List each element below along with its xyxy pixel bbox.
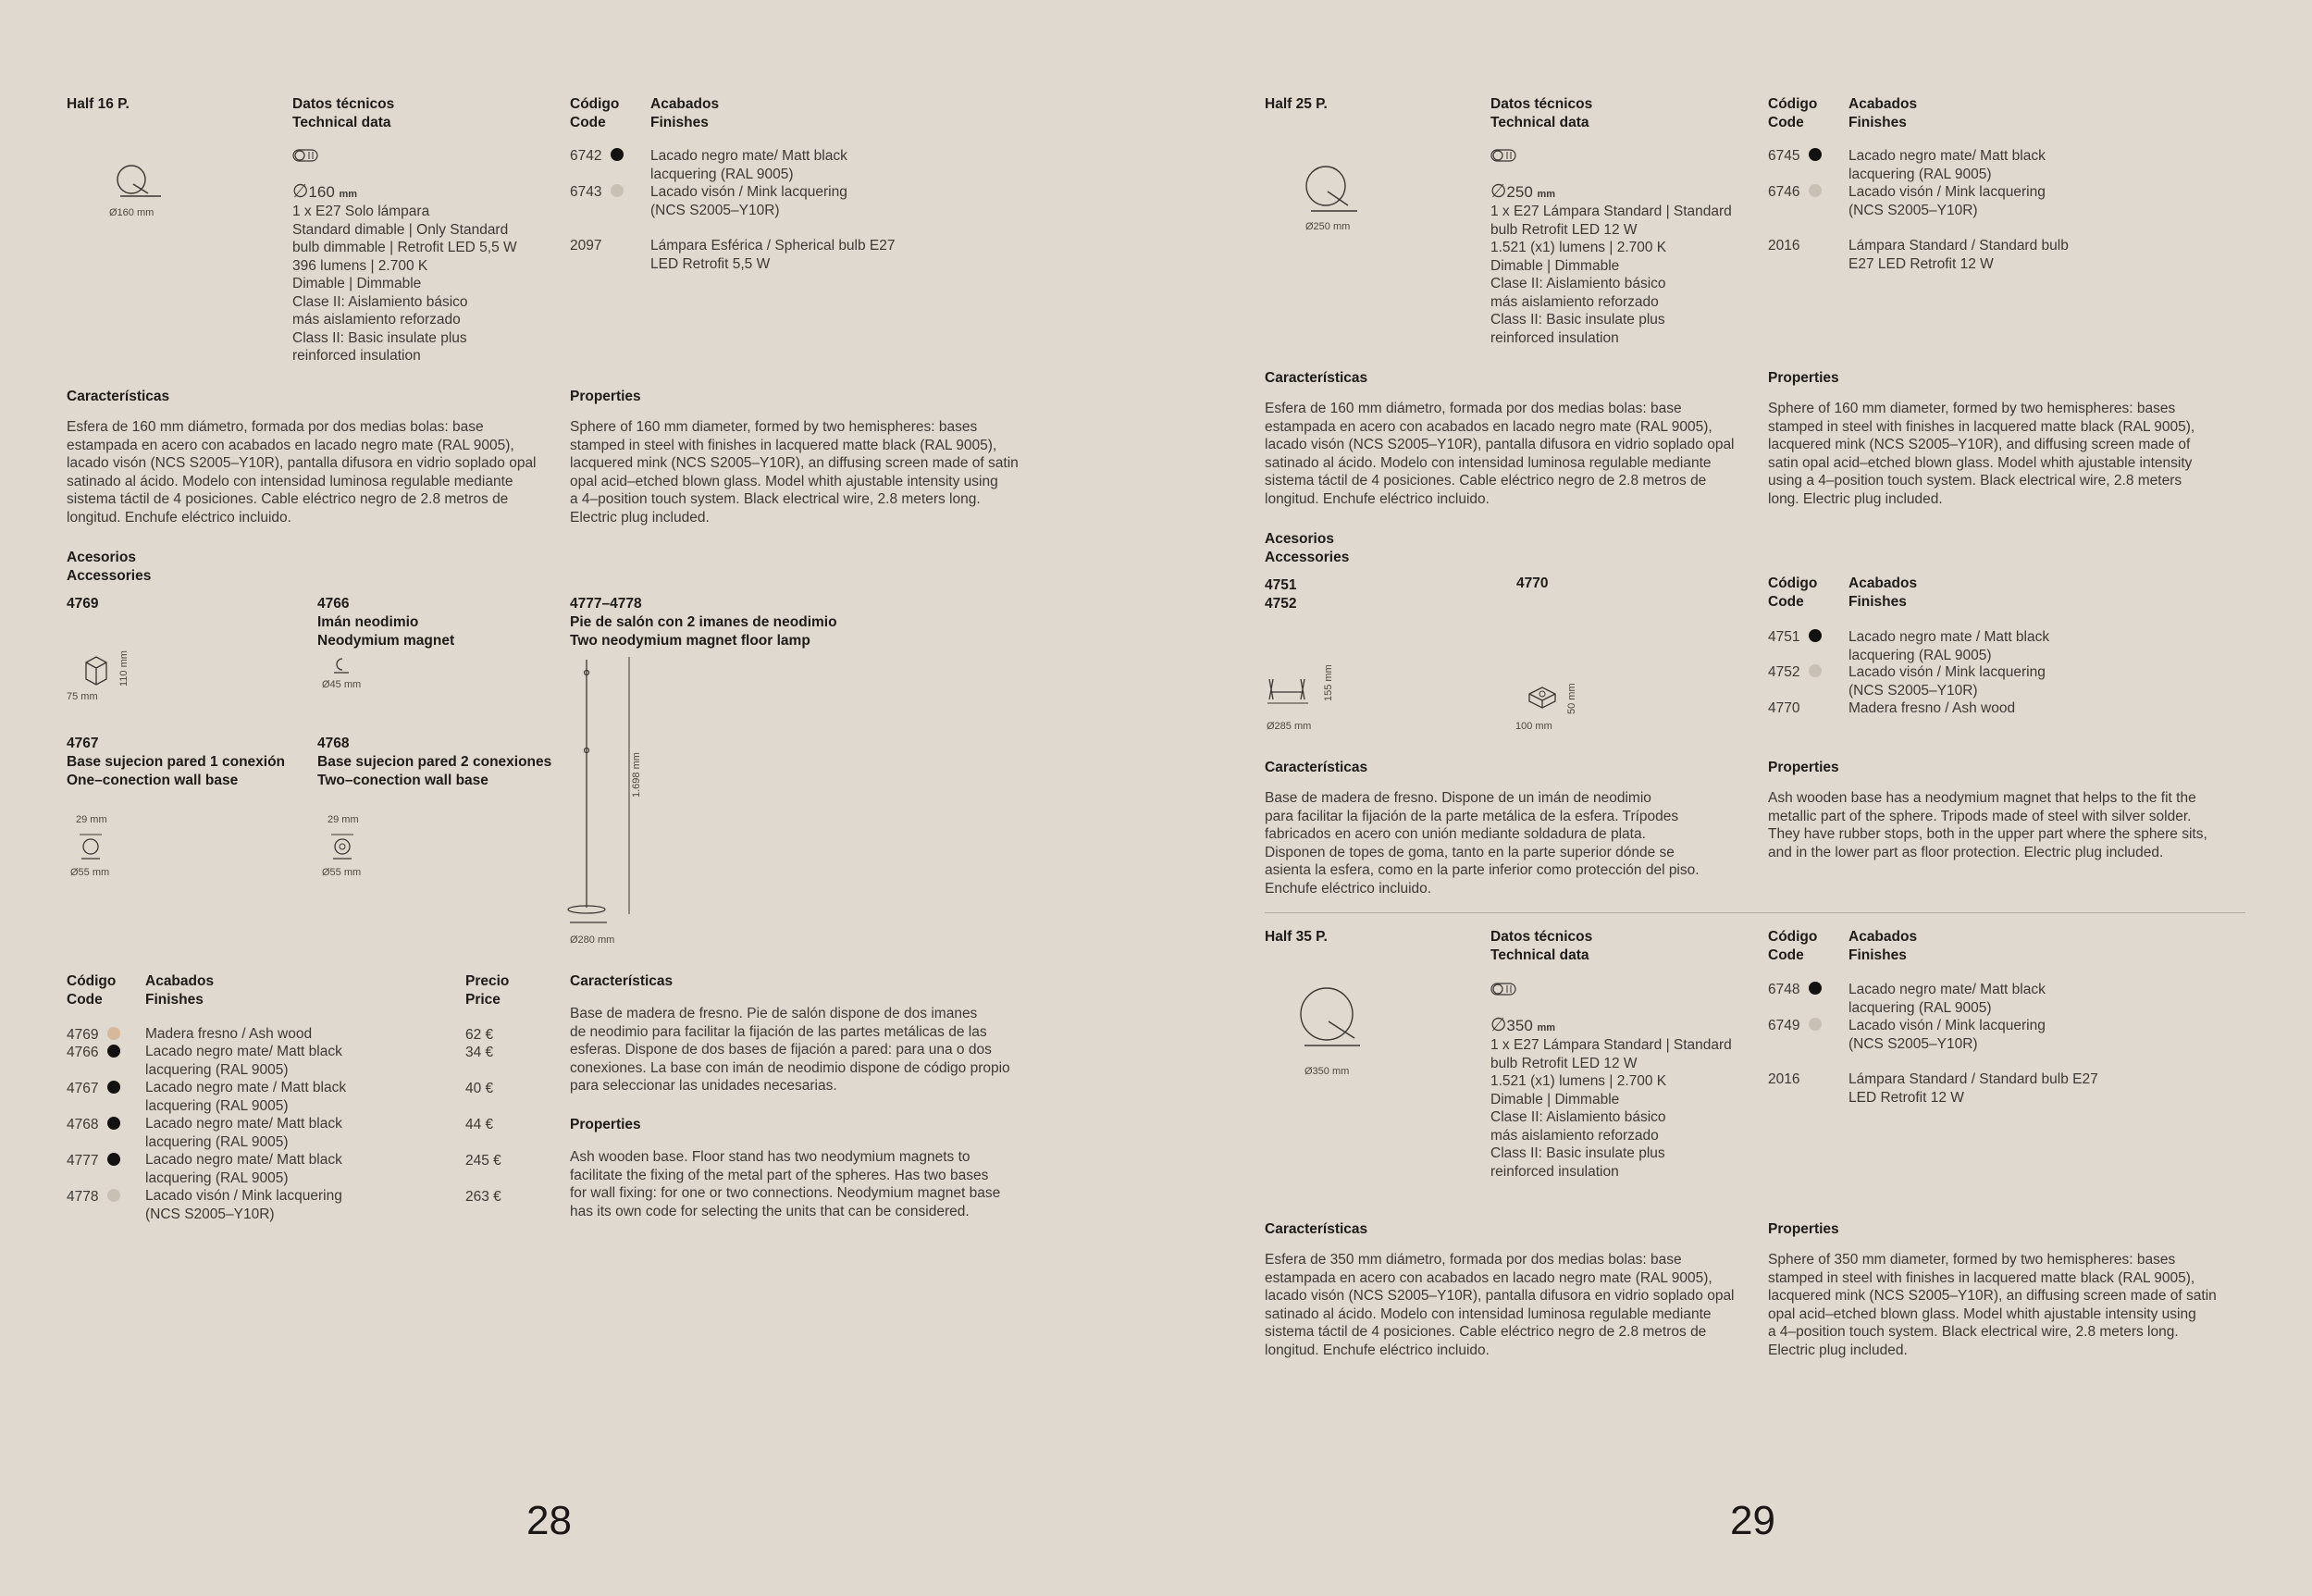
price-header: Precio Price	[465, 973, 510, 1008]
color-swatch-black	[107, 1117, 120, 1130]
features-es-title: Características	[1265, 370, 1368, 386]
row-finish: Madera fresno / Ash wood	[145, 1026, 313, 1042]
accessory-code: 4767	[67, 736, 99, 751]
wood-base-icon	[83, 655, 111, 687]
finish-header: Acabados Finishes	[1848, 575, 1918, 610]
row-price: 40 €	[465, 1081, 494, 1096]
row-finish: Lacado negro mate/ Matt black lacquering (RAL 9005)	[145, 1152, 342, 1186]
code-header: Código Code	[1768, 929, 1818, 963]
code-row: 2097	[570, 238, 602, 254]
code-header: Código Code	[1768, 96, 1818, 130]
finish-header: Acabados Finishes	[1848, 929, 1918, 963]
dimension-label: 29 mm	[328, 814, 359, 825]
diameter: ∅250 mm	[1490, 181, 1556, 202]
lamp-dimension-label: Ø160 mm	[109, 207, 155, 218]
finish-text: Lacado negro mate/ Matt black lacquering (RAL 9005)	[1848, 148, 2046, 182]
dimension-label: 100 mm	[1515, 721, 1552, 732]
row-code: 4768	[67, 1117, 99, 1132]
acc-features-en-title: Properties	[1768, 760, 1839, 775]
finish-text: Lacado negro mate/ Matt black lacquering (RAL 9005)	[650, 148, 847, 182]
features-en-text: Sphere of 160 mm diameter, formed by two hemispheres: bases stamped in steel with finishes in lacquered matte black (RAL 9005), lacquered mink (NCS S2005–Y10R), an diffusing screen made of satin opal acid–etched blown glass. Model whith ajustable intensity using a 4–position touch system. Black electrical wire, 2.8 meters long. Electric plug included.	[570, 419, 1019, 526]
finish-text: Lacado negro mate / Matt black lacquering (RAL 9005)	[1848, 629, 2050, 663]
code-header: Código Code	[570, 96, 620, 130]
row-code: 4769	[67, 1027, 99, 1043]
code-header: Código Code	[1768, 575, 1818, 610]
accessory-code: 4766	[317, 596, 350, 612]
accessory-code: 4768	[317, 736, 350, 751]
tech-text: 1 x E27 Lámpara Standard | Standard bulb Retrofit LED 12 W 1.521 (x1) lumens | 2.700 K Dimable | Dimmable Clase II: Aislamiento básico más aislamiento reforzado Class II: Basic insulate plus reinforced insulation	[1490, 204, 1732, 346]
row-price: 44 €	[465, 1117, 494, 1132]
diameter: ∅350 mm	[1490, 1015, 1556, 1035]
color-swatch-black	[611, 148, 624, 161]
accessory-code: 4777–4778	[570, 596, 642, 612]
acc-features-es-title: Características	[1265, 760, 1368, 775]
accessory-code: 4769	[67, 596, 99, 612]
color-swatch-black	[1809, 148, 1822, 161]
row-code: 4766	[67, 1045, 99, 1060]
finish-text: Lámpara Standard / Standard bulb E27 LED Retrofit 12 W	[1848, 1071, 2098, 1106]
acc-features-en-text: Ash wooden base. Floor stand has two neodymium magnets to facilitate the fixing of the metal part of the spheres. Has two bases for wall fixing: for one or two connections. Neodymium magnet base has its own code for selecting the units that can be considered.	[570, 1149, 1001, 1219]
code-row: 4751	[1768, 629, 1800, 645]
dimension-label: 1.698 mm	[631, 752, 642, 798]
finish-text: Lacado negro mate/ Matt black lacquering (RAL 9005)	[1848, 982, 2046, 1016]
dimmer-icon	[1490, 148, 1518, 163]
floor-lamp-icon	[564, 652, 638, 921]
row-price: 263 €	[465, 1189, 501, 1205]
product-title: Half 16 P.	[67, 96, 130, 112]
finish-text: Lámpara Esférica / Spherical bulb E27 LED Retrofit 5,5 W	[650, 238, 896, 272]
divider	[1265, 912, 2245, 913]
acc-features-es-title: Características	[570, 973, 674, 989]
row-price: 34 €	[465, 1045, 494, 1060]
dimension-label: 75 mm	[67, 691, 98, 702]
dimension-label: 50 mm	[1566, 683, 1577, 714]
row-finish: Lacado negro mate / Matt black lacquering (RAL 9005)	[145, 1080, 347, 1114]
color-swatch-black	[1809, 982, 1822, 995]
code-row: 2016	[1768, 238, 1800, 254]
features-en-title: Properties	[1768, 370, 1839, 386]
dimension-label: 29 mm	[76, 814, 107, 825]
row-code: 4767	[67, 1081, 99, 1096]
color-swatch-black	[107, 1081, 120, 1094]
row-price: 245 €	[465, 1153, 501, 1169]
code-row: 6748	[1768, 982, 1800, 997]
features-en-text: Sphere of 160 mm diameter, formed by two hemispheres: bases stamped in steel with finishes in lacquered matte black (RAL 9005), lacquered mink (NCS S2005–Y10R), and diffusing screen made of satin opal acid–etched blown glass. Model whith ajustable intensity using a 4–position touch system. Black electrical wire, 2.8 meters long. Electric plug included.	[1768, 401, 2195, 507]
price-finish-header: Acabados Finishes	[145, 973, 215, 1008]
color-swatch-mink	[1809, 664, 1822, 677]
finish-header: Acabados Finishes	[1848, 96, 1918, 130]
features-es-title: Características	[67, 389, 170, 404]
color-swatch-mink	[611, 184, 624, 197]
dimension-label: Ø45 mm	[322, 679, 362, 690]
code-row: 4770	[1768, 700, 1800, 716]
acc-features-en-title: Properties	[570, 1117, 641, 1132]
finish-text: Lacado visón / Mink lacquering (NCS S2005–Y10R)	[650, 184, 847, 218]
finish-header: Acabados Finishes	[650, 96, 720, 130]
wall-base-icon	[78, 833, 105, 860]
code-row: 6745	[1768, 148, 1800, 164]
lamp-dimension-label: Ø350 mm	[1304, 1066, 1350, 1077]
color-swatch-mink	[107, 1189, 120, 1202]
color-swatch-black	[107, 1045, 120, 1058]
finish-text: Lámpara Standard / Standard bulb E27 LED Retrofit 12 W	[1848, 238, 2069, 272]
row-price: 62 €	[465, 1027, 494, 1043]
product-title: Half 25 P.	[1265, 96, 1328, 112]
finish-text: Madera fresno / Ash wood	[1848, 700, 2016, 716]
row-finish: Lacado negro mate/ Matt black lacquering (RAL 9005)	[145, 1044, 342, 1078]
color-swatch-mink	[1809, 1018, 1822, 1031]
color-swatch-ash	[107, 1027, 120, 1040]
dimension-label: Ø55 mm	[322, 867, 362, 878]
accessory-code: 4770	[1516, 575, 1549, 591]
finish-text: Lacado visón / Mink lacquering (NCS S2005–Y10R)	[1848, 184, 2046, 218]
code-row: 2016	[1768, 1071, 1800, 1087]
features-es-text: Esfera de 160 mm diámetro, formada por dos medias bolas: base estampada en acero con acabados en lacado negro mate (RAL 9005), lacado visón (NCS S2005–Y10R), pantalla difusora en vidrio soplado opal satinado al ácido. Modelo con intensidad luminosa regulable mediante sistema táctil de 4 posiciones. Cable eléctrico negro de 2.8 metros de longitud. Enchufe eléctrico incluido.	[67, 419, 537, 526]
features-en-text: Sphere of 350 mm diameter, formed by two hemispheres: bases stamped in steel with finishes in lacquered matte black (RAL 9005), lacquered mink (NCS S2005–Y10R), an diffusing screen made of satin opal acid–etched blown glass. Model whith ajustable intensity using a 4–position touch system. Black electrical wire, 2.8 meters long. Electric plug included.	[1768, 1252, 2217, 1358]
features-en-title: Properties	[1768, 1221, 1839, 1237]
price-code-header: Código Code	[67, 973, 117, 1008]
acc-features-es-text: Base de madera de fresno. Pie de salón dispone de dos imanes de neodimio para facilitar la fijación de las partes metálicas de las esferas. Dispone de dos bases de fijación a pared: para una o dos conexiones. La base con imán de neodimio dispone de código propio para seleccionar las unidades necesarias.	[570, 1006, 1010, 1094]
dimension-label: Ø280 mm	[570, 934, 615, 946]
finish-text: Lacado visón / Mink lacquering (NCS S2005–Y10R)	[1848, 1018, 2046, 1052]
code-row: 6743	[570, 184, 602, 200]
sphere-lamp-icon	[1300, 162, 1365, 217]
features-es-text: Esfera de 350 mm diámetro, formada por dos medias bolas: base estampada en acero con acabados en lacado negro mate (RAL 9005), lacado visón (NCS S2005–Y10R), pantalla difusora en vidrio soplado opal satinado al ácido. Modelo con intensidad luminosa regulable mediante sistema táctil de 4 posiciones. Cable eléctrico negro de 2.8 metros de longitud. Enchufe eléctrico incluido.	[1265, 1252, 1735, 1358]
lamp-dimension-label: Ø250 mm	[1305, 221, 1351, 232]
magnet-icon	[331, 656, 352, 674]
code-row: 4752	[1768, 664, 1800, 680]
tech-header: Datos técnicos Technical data	[1490, 96, 1593, 130]
product-title: Half 35 P.	[1265, 929, 1328, 945]
tech-text: 1 x E27 Solo lámpara Standard dimable | Only Standard bulb dimmable | Retrofit LED 5,5 W 396 lumens | 2.700 K Dimable | Dimmable Clase II: Aislamiento básico más aislamiento reforzado Class II: Basic insulate plus reinforced insulation	[292, 204, 517, 364]
accessory-code: 4751 4752	[1265, 577, 1297, 612]
tech-header: Datos técnicos Technical data	[1490, 929, 1593, 963]
diameter: ∅160 mm	[292, 181, 358, 202]
dimmer-icon	[292, 148, 320, 163]
features-es-title: Características	[1265, 1221, 1368, 1237]
accessory-name: Base sujecion pared 2 conexiones Two–conection wall base	[317, 754, 552, 788]
dimension-label: Ø55 mm	[70, 867, 110, 878]
sphere-lamp-icon	[1295, 986, 1369, 1051]
dimension-label: Ø285 mm	[1267, 721, 1312, 732]
wall-base-icon	[329, 833, 357, 860]
code-row: 6742	[570, 148, 602, 164]
code-row: 6746	[1768, 184, 1800, 200]
features-es-text: Esfera de 160 mm diámetro, formada por dos medias bolas: base estampada en acero con acabados en lacado negro mate (RAL 9005), lacado visón (NCS S2005–Y10R), pantalla difusora en vidrio soplado opal satinado al ácido. Modelo con intensidad luminosa regulable mediante sistema táctil de 4 posiciones. Cable eléctrico negro de 2.8 metros de longitud. Enchufe eléctrico incluido.	[1265, 401, 1735, 507]
accessory-name: Pie de salón con 2 imanes de neodimio Two neodymium magnet floor lamp	[570, 614, 837, 649]
accessories-title: Acesorios Accessories	[67, 550, 152, 584]
features-en-title: Properties	[570, 389, 641, 404]
color-swatch-mink	[1809, 184, 1822, 197]
tech-text: 1 x E27 Lámpara Standard | Standard bulb Retrofit LED 12 W 1.521 (x1) lumens | 2.700 K Dimable | Dimmable Clase II: Aislamiento básico más aislamiento reforzado Class II: Basic insulate plus reinforced insulation	[1490, 1037, 1732, 1180]
acc-features-es-text: Base de madera de fresno. Dispone de un imán de neodimio para facilitar la fijación de la parte metálica de la esfera. Trípodes fabricados en acero con unión mediante soldadura de plata. Disponen de topes de goma, tanto en la parte superior dónde se asienta la esfera, como en la parte inferior como protección del piso. Enchufe eléctrico incluido.	[1265, 790, 1700, 897]
finish-text: Lacado visón / Mink lacquering (NCS S2005–Y10R)	[1848, 664, 2046, 699]
page-number: 28	[526, 1498, 572, 1543]
row-finish: Lacado visón / Mink lacquering (NCS S2005–Y10R)	[145, 1188, 342, 1222]
wood-base-icon	[1527, 685, 1560, 711]
tripod-icon	[1266, 666, 1312, 705]
dimmer-icon	[1490, 982, 1518, 996]
accessories-title: Acesorios Accessories	[1265, 531, 1350, 565]
color-swatch-black	[1809, 629, 1822, 642]
sphere-lamp-icon	[111, 162, 167, 199]
color-swatch-black	[107, 1153, 120, 1166]
tech-header: Datos técnicos Technical data	[292, 96, 395, 130]
row-code: 4778	[67, 1189, 99, 1205]
accessory-name: Base sujecion pared 1 conexión One–conection wall base	[67, 754, 286, 788]
code-row: 6749	[1768, 1018, 1800, 1033]
row-finish: Lacado negro mate/ Matt black lacquering (RAL 9005)	[145, 1116, 342, 1150]
accessory-name: Imán neodimio Neodymium magnet	[317, 614, 455, 649]
dimension-label: 110 mm	[118, 650, 130, 687]
dimension-label: 155 mm	[1323, 664, 1334, 701]
acc-features-en-text: Ash wooden base has a neodymium magnet that helps to the fit the metallic part of the sphere. Tripods made of steel with silver solder. They have rubber stops, both in the upper part where the sphere sits, and in the lower part as floor protection. Electric plug included.	[1768, 790, 2207, 860]
row-code: 4777	[67, 1153, 99, 1169]
page-number: 29	[1730, 1498, 1775, 1543]
